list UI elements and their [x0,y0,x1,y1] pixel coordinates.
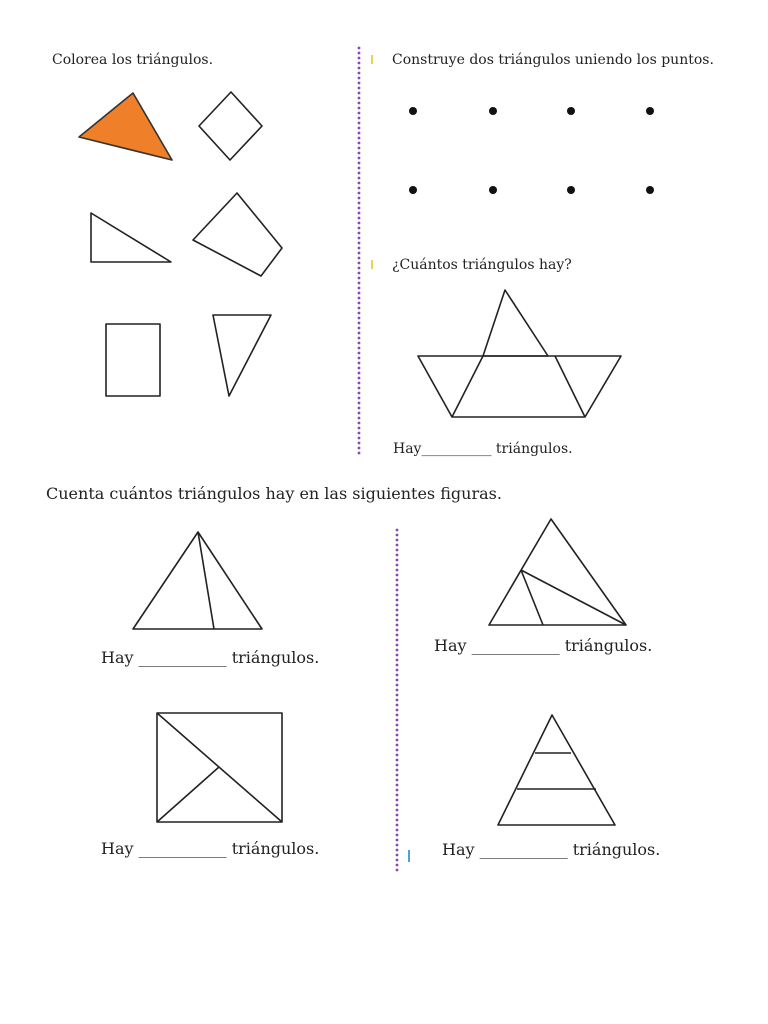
divider-dot [358,227,361,230]
divider-dot [396,659,399,662]
divider-dot [358,407,361,410]
divider-dot [358,292,361,295]
divider-dot [396,804,399,807]
figure-1-split-triangle [133,532,262,629]
divider-dot [396,544,399,547]
figure-4-layered-triangle [498,715,615,825]
instruction-build-triangles: Construye dos triángulos uniendo los puntos. [392,52,714,68]
divider-dot [396,764,399,767]
figure-2-triangle-inner-lines [489,519,626,625]
divider-dot [358,302,361,305]
divider-dot [358,382,361,385]
divider-dot [396,679,399,682]
dot-grid [409,107,654,194]
divider-dot [396,859,399,862]
divider-dot [396,629,399,632]
divider-dot [358,122,361,125]
divider-dot [358,322,361,325]
divider-dot [396,759,399,762]
divider-dot [396,749,399,752]
divider-dot [396,529,399,532]
dotted-divider-bottom [396,529,399,872]
divider-dot [396,799,399,802]
divider-dot [396,624,399,627]
dot[interactable] [409,107,417,115]
divider-dot [396,819,399,822]
divider-dot [358,317,361,320]
divider-dot [358,217,361,220]
dot[interactable] [567,107,575,115]
divider-dot [358,347,361,350]
divider-dot [358,112,361,115]
divider-dot [358,417,361,420]
divider-dot [358,367,361,370]
divider-dot [358,342,361,345]
divider-dot [358,297,361,300]
divider-dot [358,202,361,205]
divider-dot [396,669,399,672]
divider-dot [358,212,361,215]
divider-dot [396,674,399,677]
divider-dot [396,644,399,647]
dot[interactable] [646,107,654,115]
narrow-triangle-shape[interactable] [213,315,271,396]
divider-dot [358,447,361,450]
marker-tick [371,260,373,269]
divider-dot [358,427,361,430]
divider-dot [396,729,399,732]
answer-blank[interactable]: ___________ [479,840,568,859]
divider-dot [358,397,361,400]
divider-dot [358,277,361,280]
divider-dot [358,402,361,405]
marker-tick [408,850,410,862]
dotted-divider-top [358,47,361,455]
divider-dot [396,534,399,537]
divider-dot [396,869,399,872]
divider-dot [358,167,361,170]
divider-dot [358,92,361,95]
divider-dot [396,654,399,657]
instruction-color-triangles: Colorea los triángulos. [52,52,214,68]
divider-dot [358,437,361,440]
divider-dot [396,614,399,617]
divider-dot [396,604,399,607]
divider-dot [396,709,399,712]
divider-dot [396,834,399,837]
divider-dot [358,162,361,165]
answer-suffix: triángulos. [495,441,573,457]
divider-dot [358,282,361,285]
rectangle-shape[interactable] [106,324,160,396]
divider-dot [358,77,361,80]
divider-dot [358,47,361,50]
divider-dot [396,779,399,782]
divider-dot [396,699,399,702]
divider-dot [396,794,399,797]
answer-suffix: triángulos. [564,636,653,655]
marker-tick [371,55,373,64]
divider-dot [358,372,361,375]
divider-dot [358,247,361,250]
quadrilateral-shape[interactable] [193,193,282,276]
divider-dot [396,599,399,602]
divider-dot [358,267,361,270]
divider-dot [358,137,361,140]
divider-dot [396,579,399,582]
divider-dot [358,312,361,315]
answer-prefix: Hay [434,636,467,655]
divider-dot [396,734,399,737]
divider-dot [358,222,361,225]
divider-dot [358,87,361,90]
divider-dot [358,422,361,425]
divider-dot [396,554,399,557]
divider-dot [396,724,399,727]
divider-dot [358,432,361,435]
divider-dot [396,694,399,697]
divider-dot [358,142,361,145]
divider-dot [358,327,361,330]
question-count-triangles: ¿Cuántos triángulos hay? [392,257,572,273]
dot[interactable] [489,107,497,115]
divider-dot [358,262,361,265]
divider-dot [358,252,361,255]
figure-3-rectangle-diagonals [157,713,282,822]
divider-dot [396,844,399,847]
answer-suffix: triángulos. [231,839,320,858]
divider-dot [358,177,361,180]
divider-dot [358,442,361,445]
divider-dot [396,864,399,867]
rhombus-shape[interactable] [199,92,262,160]
divider-dot [358,232,361,235]
divider-dot [396,559,399,562]
divider-dot [358,392,361,395]
divider-dot [396,664,399,667]
divider-dot [358,412,361,415]
divider-dot [358,82,361,85]
divider-dot [358,97,361,100]
divider-dot [396,574,399,577]
divider-dot [396,584,399,587]
answer-blank[interactable]: ___________ [471,636,560,655]
boat-figure [418,290,621,417]
divider-dot [396,569,399,572]
dot[interactable] [567,186,575,194]
divider-dot [358,157,361,160]
divider-dot [396,829,399,832]
divider-dot [358,152,361,155]
answer-blank[interactable]: ___________ [138,648,227,667]
divider-dot [358,127,361,130]
divider-dot [358,357,361,360]
divider-dot [396,634,399,637]
answer-prefix: Hay [393,441,422,457]
divider-dot [358,67,361,70]
divider-dot [396,774,399,777]
divider-dot [358,62,361,65]
divider-dot [396,739,399,742]
dot[interactable] [646,186,654,194]
divider-dot [396,689,399,692]
dot[interactable] [489,186,497,194]
divider-dot [396,809,399,812]
divider-dot [396,594,399,597]
divider-dot [358,192,361,195]
answer-blank[interactable]: ___________ [138,839,227,858]
divider-dot [396,684,399,687]
dot[interactable] [409,186,417,194]
divider-dot [358,242,361,245]
divider-dot [396,839,399,842]
divider-dot [396,854,399,857]
divider-dot [396,784,399,787]
answer-suffix: triángulos. [231,648,320,667]
divider-dot [396,719,399,722]
divider-dot [358,352,361,355]
divider-dot [396,824,399,827]
divider-dot [396,549,399,552]
answer-suffix: triángulos. [572,840,661,859]
divider-dot [358,207,361,210]
divider-dot [358,452,361,455]
divider-dot [396,639,399,642]
divider-dot [358,52,361,55]
divider-dot [358,182,361,185]
divider-dot [396,769,399,772]
divider-dot [396,744,399,747]
divider-dot [358,287,361,290]
answer-blank[interactable]: __________ [421,441,492,457]
answer-prefix: Hay [101,839,134,858]
divider-dot [396,619,399,622]
divider-dot [358,237,361,240]
instruction-count-figures: Cuenta cuántos triángulos hay en las siguientes figuras. [46,484,502,503]
divider-dot [358,337,361,340]
divider-dot [396,564,399,567]
divider-dot [358,272,361,275]
divider-dot [358,307,361,310]
divider-dot [396,649,399,652]
divider-dot [396,814,399,817]
divider-dot [358,377,361,380]
divider-dot [358,187,361,190]
divider-dot [396,754,399,757]
right-triangle-shape[interactable] [91,213,171,262]
filled-triangle[interactable] [79,93,172,160]
divider-dot [396,589,399,592]
divider-dot [358,107,361,110]
answer-prefix: Hay [442,840,475,859]
divider-dot [358,147,361,150]
divider-dot [358,362,361,365]
divider-dot [358,387,361,390]
divider-dot [358,132,361,135]
divider-dot [396,849,399,852]
divider-dot [358,172,361,175]
divider-dot [396,714,399,717]
divider-dot [358,72,361,75]
divider-dot [396,789,399,792]
divider-dot [358,57,361,60]
answer-prefix: Hay [101,648,134,667]
divider-dot [358,117,361,120]
divider-dot [358,197,361,200]
divider-dot [358,102,361,105]
divider-dot [358,332,361,335]
divider-dot [396,704,399,707]
divider-dot [358,257,361,260]
divider-dot [396,609,399,612]
divider-dot [396,539,399,542]
